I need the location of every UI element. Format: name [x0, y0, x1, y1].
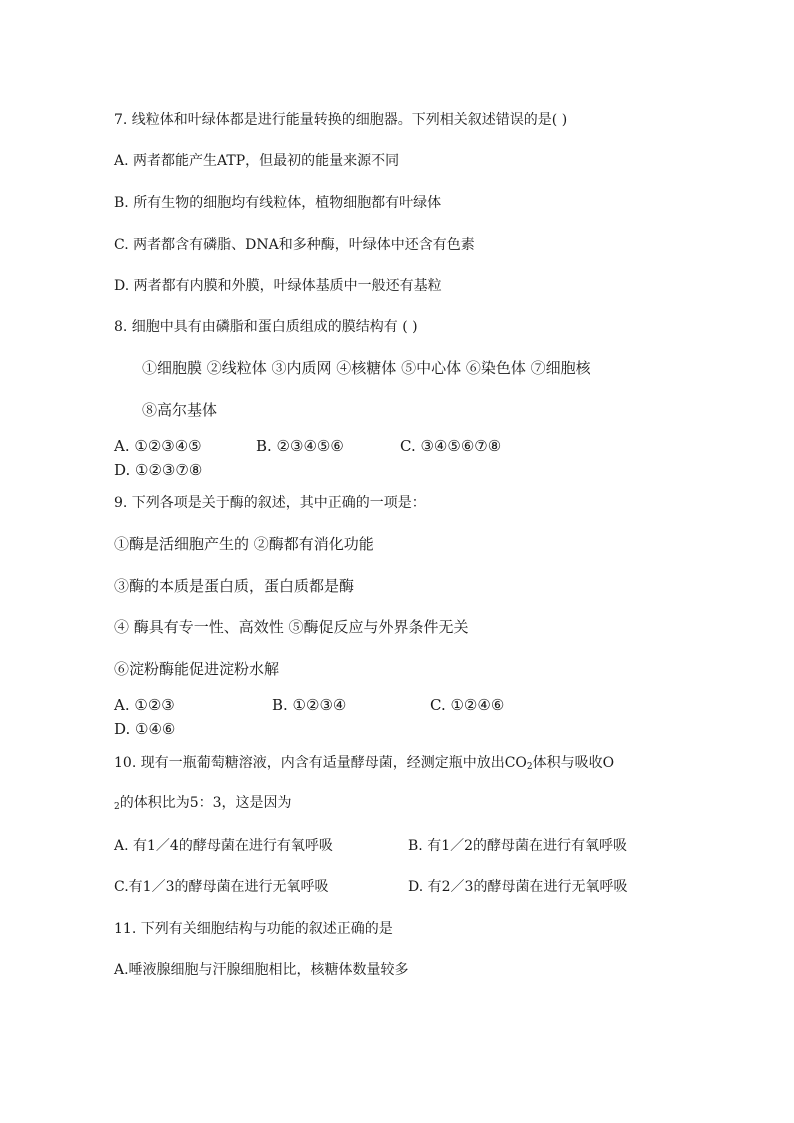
q8-items-line2: ⑧高尔基体	[142, 401, 218, 419]
q8-option-a: A. ①②③④⑤	[114, 437, 202, 455]
q8-option-b: B. ②③④⑤⑥	[256, 437, 344, 455]
q7-stem: 7. 线粒体和叶绿体都是进行能量转换的细胞器。下列相关叙述错误的是( )	[114, 112, 568, 128]
q10-stem-pre: 10. 现有一瓶葡萄糖溶液，内含有适量酵母菌，经测定瓶中放出CO	[114, 755, 527, 771]
q11-stem: 11. 下列有关细胞结构与功能的叙述正确的是	[114, 921, 393, 937]
q8-option-d: D. ①②③⑦⑧	[114, 461, 203, 479]
q9-statement-1: ①酶是活细胞产生的 ②酶都有消化功能	[114, 535, 374, 553]
q9-option-a: A. ①②③	[114, 696, 175, 714]
q7-option-d: D. 两者都有内膜和外膜，叶绿体基质中一般还有基粒	[114, 278, 442, 294]
q8-option-c: C. ③④⑤⑥⑦⑧	[400, 437, 502, 455]
q10-o2-subscript: 2	[114, 802, 120, 812]
q9-statement-3: ④ 酶具有专一性、高效性 ⑤酶促反应与外界条件无关	[114, 618, 469, 636]
q8-stem: 8. 细胞中具有由磷脂和蛋白质组成的膜结构有 ( )	[114, 319, 418, 335]
q9-statement-2: ③酶的本质是蛋白质，蛋白质都是酶	[114, 577, 355, 595]
q9-stem: 9. 下列各项是关于酶的叙述，其中正确的一项是：	[114, 495, 426, 511]
q10-stem	[114, 753, 614, 773]
q10-stem-line2-text: 的体积比为5：3，这是因为	[119, 795, 292, 811]
q10-option-d: D. 有2／3的酵母菌在进行无氧呼吸	[408, 879, 628, 895]
q10-stem-line2	[114, 793, 292, 813]
q7-option-c: C. 两者都含有磷脂、DNA和多种酶，叶绿体中还含有色素	[114, 237, 475, 253]
q10-option-c: C.有1／3的酵母菌在进行无氧呼吸	[114, 879, 329, 895]
q10-option-a: A. 有1／4的酵母菌在进行有氧呼吸	[114, 838, 333, 854]
q10-option-b: B. 有1／2的酵母菌在进行有氧呼吸	[408, 838, 628, 854]
q9-option-c: C. ①②④⑥	[430, 696, 505, 714]
q9-option-d: D. ①④⑥	[114, 720, 176, 738]
q9-option-b: B. ①②③④	[272, 696, 347, 714]
q10-stem-post: 体积与吸收O	[532, 755, 615, 771]
q7-option-a: A. 两者都能产生ATP，但最初的能量来源不同	[114, 153, 400, 169]
q9-statement-4: ⑥淀粉酶能促进淀粉水解	[114, 660, 280, 678]
q7-option-b: B. 所有生物的细胞均有线粒体，植物细胞都有叶绿体	[114, 195, 442, 211]
q11-option-a: A.唾液腺细胞与汗腺细胞相比，核糖体数量较多	[114, 962, 409, 978]
q10-co2-subscript: 2	[526, 762, 533, 772]
q8-items-line1: ①细胞膜 ②线粒体 ③内质网 ④核糖体 ⑤中心体 ⑥染色体 ⑦细胞核	[142, 359, 591, 377]
